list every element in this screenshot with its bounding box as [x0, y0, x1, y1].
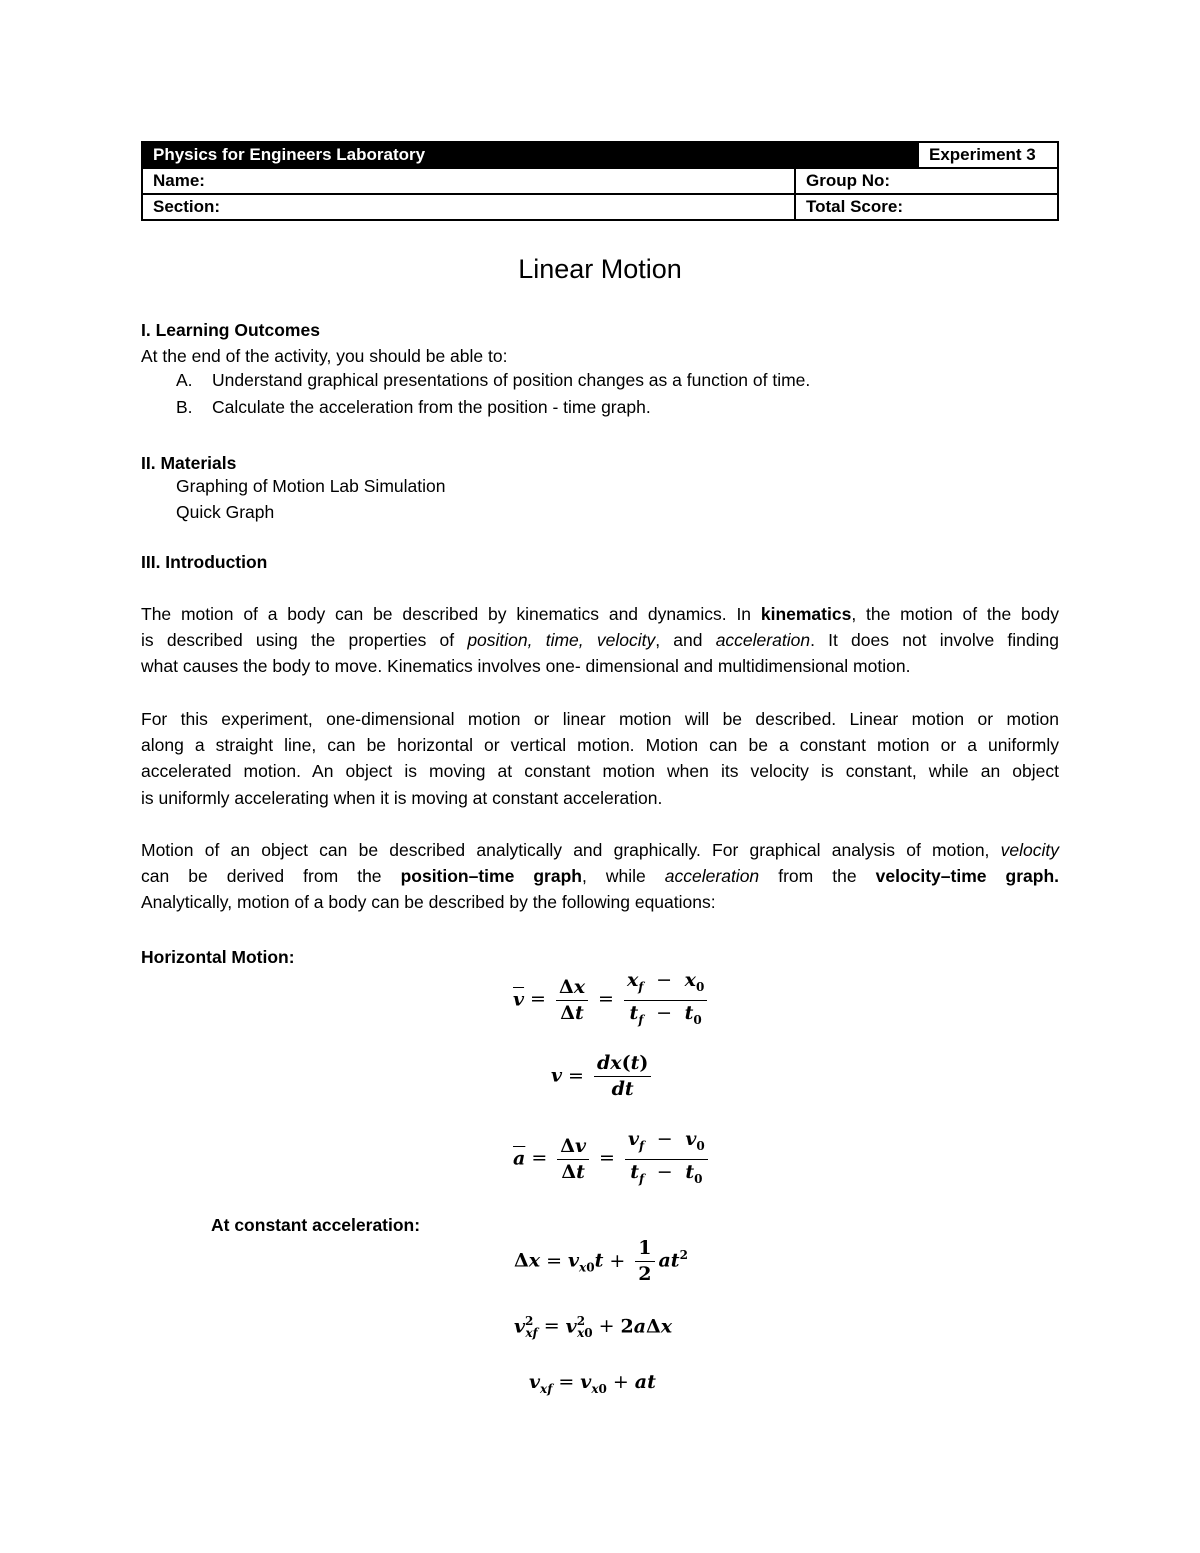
constant-acceleration-heading: At constant acceleration:: [211, 1215, 421, 1235]
average-acceleration-equation: $\overline{a}$ = $\frac{\Delta v}{\Delta t}$ = $\frac{v_f - v_0}{t_f - t_0}$: [513, 1127, 712, 1192]
average-velocity-equation: $\overline{v}$ = $\frac{\Delta x}{\Delta t}$ = $\frac{x_f - x_0}{t_f - t_0}$: [513, 968, 711, 1033]
paragraph-line: is uniformly accelerating when it is moving at constant acceleration.: [141, 787, 663, 808]
experiment-number: Experiment 3: [918, 142, 1058, 168]
instantaneous-velocity-equation: v = $\frac{dx(t)}{dt}$: [551, 1051, 655, 1102]
introduction-heading: III. Introduction: [141, 552, 268, 572]
paragraph-line: along a straight line, can be horizontal or vertical motion. Motion can be a constant motion or a uniformly: [141, 735, 1059, 756]
paragraph-line: The motion of a body can be described by kinematics and dynamics. In kinematics, the motion of the body: [141, 604, 1059, 624]
paragraph-line: Analytically, motion of a body can be described by the following equations:: [141, 892, 716, 913]
outcome-marker: A.: [176, 370, 193, 390]
paragraph-line: Motion of an object can be described analytically and graphically. For graphical analysis of motion, velocity: [141, 840, 1059, 860]
outcome-item: Understand graphical presentations of position changes as a function of time.: [212, 370, 811, 390]
final-velocity-equation: $v_{xf} = v_{x0}$ + at: [529, 1371, 656, 1396]
paragraph-line: can be derived from the position–time graph, while acceleration from the velocity–time graph.: [141, 866, 1060, 887]
paragraph-line: For this experiment, one-dimensional motion or linear motion will be described. Linear motion or motion: [141, 709, 1059, 729]
displacement-equation: $\Delta x = v_{x0}t$ + $\frac{1}{2}$ $at^2$: [514, 1237, 688, 1285]
intro-paragraph-2: [141, 706, 1059, 811]
paragraph-line: what causes the body to move. Kinematics involves one- dimensional and multidimensional motion.: [141, 656, 911, 677]
outcome-item: Calculate the acceleration from the position - time graph.: [212, 397, 651, 417]
material-item: Quick Graph: [176, 502, 275, 522]
section-field: Section:: [142, 194, 795, 220]
materials-heading: II. Materials: [141, 453, 237, 473]
paragraph-line: accelerated motion. An object is moving at constant motion when its velocity is constant, while an object: [141, 761, 1059, 782]
group-field: Group No:: [795, 168, 1058, 194]
horizontal-motion-heading: Horizontal Motion:: [141, 947, 295, 967]
header-table: [141, 141, 1059, 221]
outcomes-heading: I. Learning Outcomes: [141, 320, 320, 340]
outcomes-intro: At the end of the activity, you should be able to:: [141, 346, 508, 366]
material-item: Graphing of Motion Lab Simulation: [176, 476, 446, 496]
paragraph-line: is described using the properties of position, time, velocity, and acceleration. It does not involve finding: [141, 630, 1059, 651]
page-title: Linear Motion: [518, 254, 682, 284]
course-title: Physics for Engineers Laboratory: [142, 142, 918, 168]
intro-paragraph-1: [141, 601, 1059, 680]
velocity-squared-equation: $v^2_{xf} = v^2_{x0} + 2a\Delta x$: [514, 1314, 673, 1341]
name-field: Name:: [142, 168, 795, 194]
score-field: Total Score:: [795, 194, 1058, 220]
intro-paragraph-3: [141, 837, 1059, 916]
outcome-marker: B.: [176, 397, 193, 417]
